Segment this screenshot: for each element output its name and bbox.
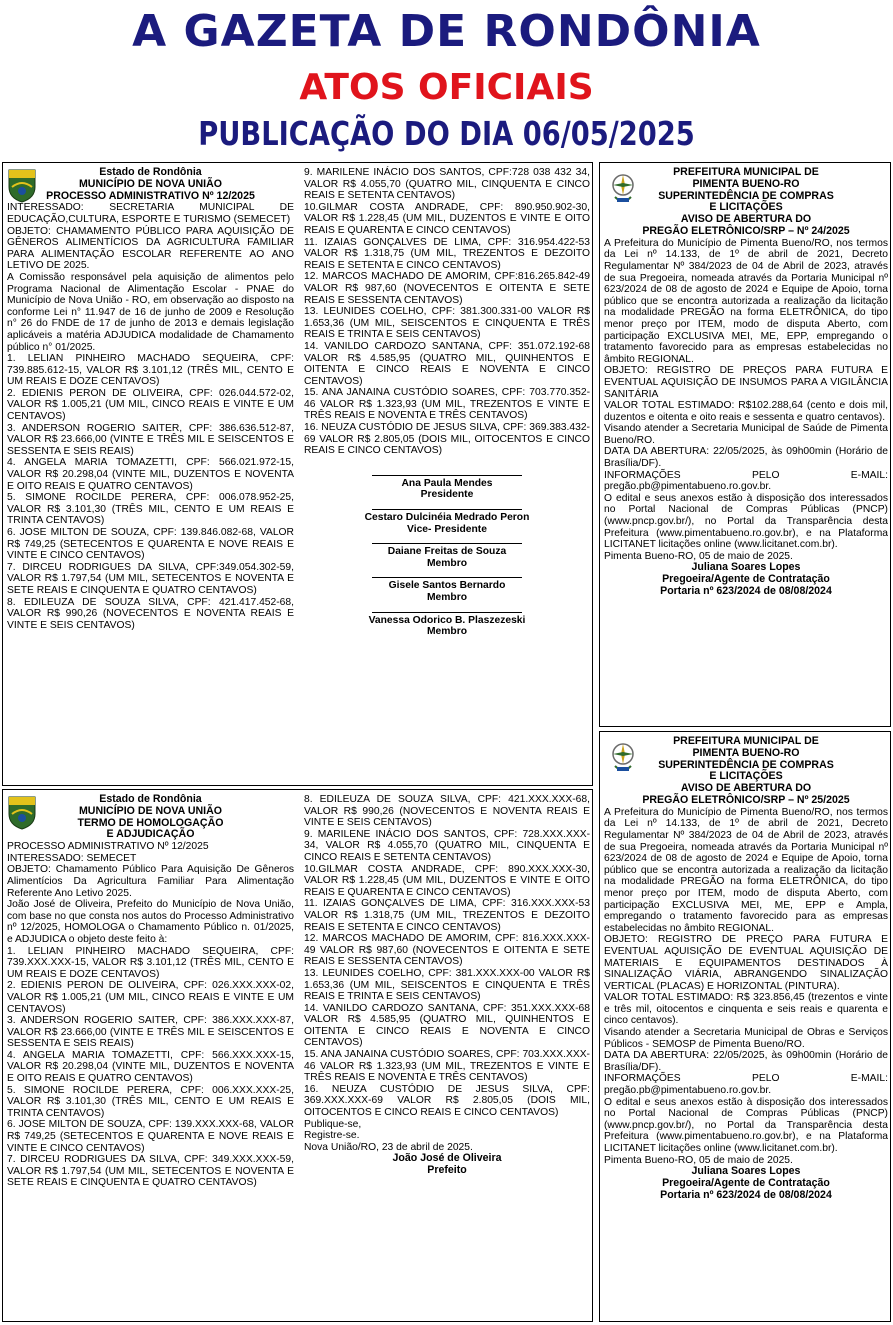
list-item: 7. DIRCEU RODRIGUES DA SILVA, CPF:349.054.302-59, VALOR R$ 1.797,54 (UM MIL, SETECENTOS E NOVENTA E SETE REAIS E CINQUENTA E QUATRO CENTAVOS) bbox=[7, 561, 294, 596]
pb25-head6: PREGÃO ELETRÔNICO/SRP – Nº 25/2025 bbox=[642, 793, 850, 806]
nu-process-head2: MUNICÍPIO DE NOVA UNIÃO bbox=[78, 177, 223, 190]
list-item: 7. DIRCEU RODRIGUES DA SILVA, CPF: 349.XXX.XXX-59, VALOR R$ 1.797,54 (UM MIL, SETECENTOS E NOVENTA E SETE REAIS E CINQUENTA E QUATRO CENTAVOS) bbox=[7, 1154, 294, 1189]
signature-block bbox=[304, 475, 590, 501]
paragraph: INTERESSADO: SEMECET bbox=[7, 852, 137, 864]
list-item: 2. EDIENIS PERON DE OLIVEIRA, CPF: 026.XXX.XXX-02, VALOR R$ 1.005,21 (UM MIL, CINCO REAIS E VINTE E UM CENTAVOS) bbox=[7, 980, 294, 1015]
paragraph: OBJETO: REGISTRO DE PREÇOS PARA FUTURA E EVENTUAL AQUISIÇÃO DE INSUMOS PARA A VIGILÂNCIA SANITÁRIA bbox=[604, 365, 888, 400]
signature-block bbox=[304, 612, 590, 638]
list-item: 1. LELIAN PINHEIRO MACHADO SEQUEIRA, CPF: 739.XXX.XXX-15, VALOR R$ 3.101,12 (TRÊS MIL, CENTO E UM REAIS E DOZE CENTAVOS) bbox=[7, 945, 294, 980]
signer-role: Prefeito bbox=[427, 1164, 467, 1177]
paragraph: INFORMAÇÕES PELO E-MAIL: pregão.pb@pimentabueno.ro.gov.br. bbox=[604, 469, 888, 493]
signer-name: João José de Oliveira bbox=[392, 1152, 502, 1165]
paragraph: OBJETO: REGISTRO DE PREÇO PARA FUTURA E EVENTUAL AQUISIÇÃO DE EVENTUAL AQUISIÇÃO DE MATERIAIS E EQUIPAMENTOS DESTINADOS À SINALIZAÇÃO VIÁRIA, ABRANGENDO SINALIZAÇÃO VERTICAL (PLACAS) E HORIZONTAL (PINTURA). bbox=[604, 934, 888, 992]
list-item: 10.GILMAR COSTA ANDRADE, CPF: 890.950.902-30, VALOR R$ 1.228,45 (UM MIL, DUZENTOS E VINTE E OITO REAIS E QUARENTA E CINCO CENTAVOS) bbox=[304, 201, 590, 236]
signer-name: Cestaro Dulcinéia Medrado Peron bbox=[364, 512, 530, 524]
list-item: 16. NEUZA CUSTÓDIO DE JESUS SILVA, CPF: 369.383.432-69 VALOR R$ 2.805,05 (DOIS MIL, OITOCENTOS E CINCO REAIS E CINCO CENTAVOS) bbox=[304, 422, 590, 457]
pb25-head1: PREFEITURA MUNICIPAL DE bbox=[673, 735, 819, 747]
list-item: 1. LELIAN PINHEIRO MACHADO SEQUEIRA, CPF: 739.885.612-15, VALOR R$ 3.101,12 (TRÊS MIL, CENTO E UM REAIS E DOZE CENTAVOS) bbox=[7, 353, 294, 388]
list-item: 11. IZAIAS GONÇALVES DE LIMA, CPF: 316.954.422-53 VALOR R$ 1.318,75 (UM MIL, TREZENTOS E DEZOITO REAIS E SETENTA E CINCO CENTAVOS) bbox=[304, 236, 590, 271]
signer-role: Membro bbox=[426, 557, 468, 569]
list-item: 9. MARILENE INÁCIO DOS SANTOS, CPF:728 038 432 34, VALOR R$ 4.055,70 (QUATRO MIL, CINQUENTA E CINCO REAIS E SETENTA CENTAVOS) bbox=[304, 167, 590, 202]
paragraph: A Prefeitura do Município de Pimenta Bueno/RO, nos termos da Lei nº 14.133, de 1º de abril de 2021, Decreto Regulamentar Nº 384/2023 de 04 de Abril de 2023, através de sua Pregoeira, nomeada através da Portaria Municipal nº 623/2024 de 08 de agosto de 2024 e Equipe de Apoio, torna público que se encontra autorizada a realização da licitação na modalidade PREGÃO na forma ELETRÔNICA, do tipo menor preço por ITEM, modo de disputa Aberto, com participação EXCLUSIVA MEI, ME, EPP, empregando o tratamento favorecido para as empresas estabelecidas no âmbito REGIONAL. bbox=[604, 237, 888, 365]
signer-role: Membro bbox=[426, 592, 468, 603]
signer-portaria: Portaria nº 623/2024 de 08/08/2024 bbox=[660, 585, 832, 597]
nu-homolog-left-column bbox=[7, 794, 294, 1189]
notice-pimenta-bueno-25 bbox=[599, 731, 891, 1322]
signer-portaria: Portaria nº 623/2024 de 08/08/2024 bbox=[660, 1188, 832, 1201]
notice-pimenta-bueno-24 bbox=[599, 162, 891, 727]
paragraph: Publique-se, bbox=[304, 1118, 362, 1130]
pb24-head2: PIMENTA BUENO-RO bbox=[692, 177, 800, 190]
list-item: 3. ANDERSON ROGERIO SAITER, CPF: 386.636.512-87, VALOR R$ 23.666,00 (VINTE E TRÊS MIL E SEISCENTOS E SESSENTA E SEIS REAIS) bbox=[7, 422, 294, 457]
nu-process-right-column bbox=[304, 167, 590, 638]
list-item: 4. ANGELA MARIA TOMAZETTI, CPF: 566.XXX.XXX-15, VALOR R$ 20.298,04 (VINTE MIL, DUZENTOS E NOVENTA E OITO REAIS E QUATRO CENTAVOS) bbox=[7, 1049, 294, 1085]
paragraph: A Prefeitura do Município de Pimenta Bueno/RO, nos termos da Lei nº 14.133, de 1º de abril de 2021, Decreto Regulamentar Nº 384/2023 de 04 de Abril de 2023, através de sua Pregoeira, nomeada através da Portaria Municipal nº 623/2024 de 08 de agosto de 2024 e Equipe de Apoio, torna público que se encontra autorizada a realização da licitação na modalidade PREGÃO na forma ELETRÔNICA, do tipo menor preço por ITEM, modo de disputa Aberto, com participação EXCLUSIVA MEI, ME, EPP e Ampla, empregando o tratamento favorecido para as empresas estabelecidas no âmbito REGIONAL. bbox=[604, 806, 888, 934]
list-item: 15. ANA JANAINA CUSTÓDIO SOARES, CPF: 703.770.352-46 VALOR R$ 1.323,93 (UM MIL, TREZENTOS E VINTE E TRÊS REAIS E NOVENTA E TRÊS CENTAVOS) bbox=[304, 387, 590, 422]
signer-name: Juliana Soares Lopes bbox=[691, 561, 801, 574]
list-item: 13. LEUNIDES COELHO, CPF: 381.XXX.XXX-00 VALOR R$ 1.653,36 (UM MIL, SEISCENTOS E CINQUENTA E TRÊS REAIS E TRINTA E SEIS CENTAVOS) bbox=[304, 967, 590, 1003]
pb25-head3: SUPERINTEDÊNCIA DE COMPRAS bbox=[658, 758, 834, 771]
signer-name: Ana Paula Mendes bbox=[401, 477, 493, 489]
signer-role: Pregoeira/Agente de Contratação bbox=[662, 573, 830, 586]
list-item: 8. EDILEUZA DE SOUZA SILVA, CPF: 421.417.452-68, VALOR R$ 990,26 (NOVECENTOS E NOVENTA REAIS E VINTE E SEIS CENTAVOS) bbox=[7, 596, 294, 631]
signature-block bbox=[304, 543, 590, 569]
masthead bbox=[0, 0, 893, 160]
pb25-head4: E LICITAÇÕES bbox=[709, 770, 783, 783]
paragraph: Visando atender a Secretaria Municipal de Obras e Serviços Públicos - SEMOSP de Pimenta Bueno/RO. bbox=[604, 1027, 888, 1050]
list-item: 15. ANA JANAINA CUSTÓDIO SOARES, CPF: 703.XXX.XXX-46 VALOR R$ 1.323,93 (UM MIL, TREZENTOS E VINTE E TRÊS REAIS E NOVENTA E TRÊS CENTAVOS) bbox=[304, 1049, 590, 1084]
nu-process-left-column bbox=[7, 167, 294, 631]
nu-homolog-head2: MUNICÍPIO DE NOVA UNIÃO bbox=[78, 804, 223, 817]
signer-name: Vanessa Odorico B. Plaszezeski bbox=[368, 614, 526, 626]
nu-homolog-head4: E ADJUDICAÇÃO bbox=[106, 828, 195, 841]
pb24-column bbox=[604, 167, 888, 598]
list-item: 2. EDIENIS PERON DE OLIVEIRA, CPF: 026.044.572-02, VALOR R$ 1.005,21 (UM MIL, CINCO REAIS E VINTE E UM CENTAVOS) bbox=[7, 387, 294, 423]
nu-process-head1: Estado de Rondônia bbox=[99, 166, 202, 178]
list-item: 14. VANILDO CARDOZO SANTANA, CPF: 351.072.192-68 VALOR R$ 4.585,95 (QUATRO MIL, QUINHENTOS E OITENTA E CINCO REAIS E NOVENTA E CINCO CENTAVOS) bbox=[304, 340, 590, 387]
list-item: 6. JOSE MILTON DE SOUZA, CPF: 139.XXX.XXX-68, VALOR R$ 749,25 (SETECENTOS E QUARENTA E NOVE REAIS E VINTE E CINCO CENTAVOS) bbox=[7, 1119, 294, 1154]
notice-nova-uniao-process bbox=[2, 162, 593, 786]
paragraph: INFORMAÇÕES PELO E-MAIL: pregão.pb@pimentabueno.ro.gov.br. bbox=[604, 1073, 888, 1097]
paragraph: Registre-se. bbox=[304, 1130, 360, 1142]
pb24-head6: PREGÃO ELETRÔNICO/SRP – Nº 24/2025 bbox=[642, 224, 850, 237]
paragraph: VALOR TOTAL ESTIMADO: R$ 323.856,45 (trezentos e vinte e três mil, oitocentos e cinquenta e seis reais e quarenta e cinco centavos). bbox=[604, 992, 888, 1027]
paragraph: Nova União/RO, 23 de abril de 2025. bbox=[304, 1141, 473, 1153]
paragraph: VALOR TOTAL ESTIMADO: R$102.288,64 (cento e dois mil, duzentos e oitenta e oito reais e sessenta e quatro centavos). bbox=[604, 400, 888, 423]
list-item: 8. EDILEUZA DE SOUZA SILVA, CPF: 421.XXX.XXX-68, VALOR R$ 990,26 (NOVECENTOS E NOVENTA REAIS E VINTE E SEIS CENTAVOS) bbox=[304, 794, 590, 829]
list-item: 10.GILMAR COSTA ANDRADE, CPF: 890.XXX.XXX-30, VALOR R$ 1.228,45 (UM MIL, DUZENTOS E VINTE E OITO REAIS E QUARENTA E CINCO CENTAVOS) bbox=[304, 863, 590, 898]
list-item: 13. LEUNIDES COELHO, CPF: 381.300.331-00 VALOR R$ 1.653,36 (UM MIL, SEISCENTOS E CINQUENTA E TRÊS REAIS E TRINTA E SEIS CENTAVOS) bbox=[304, 306, 590, 341]
list-item: 4. ANGELA MARIA TOMAZETTI, CPF: 566.021.972-15, VALOR R$ 20.298,04 (VINTE MIL, DUZENTOS E NOVENTA E OITO REAIS E QUATRO CENTAVOS) bbox=[7, 457, 294, 492]
signer-role: Presidente bbox=[420, 489, 474, 501]
nu-homolog-head3: TERMO DE HOMOLOGAÇÃO bbox=[77, 816, 224, 829]
signer-role: Pregoeira/Agente de Contratação bbox=[662, 1176, 830, 1189]
list-item: 12. MARCOS MACHADO DE AMORIM, CPF:816.265.842-49 VALOR R$ 987,60 (NOVECENTOS E OITENTA E SETE REAIS E SESSENTA CENTAVOS) bbox=[304, 271, 590, 306]
list-item: 5. SIMONE ROCILDE PERERA, CPF: 006.XXX.XXX-25, VALOR R$ 3.101,30 (TRÊS MIL, CENTO E UM REAIS E TRINTA CENTAVOS) bbox=[7, 1084, 294, 1119]
nu-homolog-head1: Estado de Rondônia bbox=[99, 793, 202, 805]
newspaper-title: A GAZETA DE RONDÔNIA bbox=[132, 6, 761, 57]
signature-block bbox=[304, 509, 590, 535]
list-item: 5. SIMONE ROCILDE PERERA, CPF: 006.078.952-25, VALOR R$ 3.101,30 (TRÊS MIL, CENTO E UM REAIS E TRINTA CENTAVOS) bbox=[7, 492, 294, 527]
paragraph: DATA DA ABERTURA: 22/05/2025, às 09h00min (Horário de Brasília/DF). bbox=[604, 446, 888, 470]
pb25-head2: PIMENTA BUENO-RO bbox=[692, 746, 800, 759]
paragraph: Pimenta Bueno-RO, 05 de maio de 2025. bbox=[604, 1154, 793, 1166]
notice-nova-uniao-homologation bbox=[2, 789, 593, 1322]
paragraph: Pimenta Bueno-RO, 05 de maio de 2025. bbox=[604, 550, 793, 562]
list-item: 14. VANILDO CARDOZO SANTANA, CPF: 351.XXX.XXX-68 VALOR R$ 4.585,95 (QUATRO MIL, QUINHENTOS E OITENTA E CINCO REAIS E NOVENTA E CINCO CENTAVOS) bbox=[304, 1002, 590, 1049]
section-title: ATOS OFICIAIS bbox=[299, 67, 594, 108]
signature-block bbox=[304, 577, 590, 603]
pb24-head1: PREFEITURA MUNICIPAL DE bbox=[673, 166, 819, 178]
nu-homolog-right-column bbox=[304, 794, 590, 1177]
paragraph: Visando atender a Secretaria Municipal de Saúde de Pimenta Bueno/RO. bbox=[604, 423, 888, 446]
paragraph: João José de Oliveira, Prefeito do Município de Nova União, com base no que consta nos autos do Processo Administrativo nº 12/2025, HOMOLOGA o Chamamento Público n. 01/2025, e ADJUDICA o objeto deste feito à: bbox=[7, 899, 294, 945]
list-item: 6. JOSE MILTON DE SOUZA, CPF: 139.846.082-68, VALOR R$ 749,25 (SETECENTOS E QUARENTA E NOVE REAIS E VINTE E CINCO CENTAVOS) bbox=[7, 527, 294, 562]
signer-name: Gisele Santos Bernardo bbox=[388, 580, 506, 592]
signer-name: Daiane Freitas de Souza bbox=[387, 546, 507, 558]
list-item: 11. IZAIAS GONÇALVES DE LIMA, CPF: 316.XXX.XXX-53 VALOR R$ 1.318,75 (UM MIL, TREZENTOS E DEZOITO REAIS E SETENTA E CINCO CENTAVOS) bbox=[304, 898, 590, 933]
paragraph: OBJETO: CHAMAMENTO PÚBLICO PARA AQUISIÇÃO DE GÊNEROS ALIMENTÍCIOS DA AGRICULTURA FAMILIAR PARA ALIMENTAÇÃO ESCOLAR REFERENTE AO ANO LETIVO DE 2025. bbox=[7, 225, 294, 272]
paragraph: A Comissão responsável pela aquisição de alimentos pelo Programa Nacional de Alimentação Escolar - PNAE do Município de Nova União - RO, em observação ao disposto na conforme Lei n° 11.947 de 16 de junho de 2009 e Resolução n° 26 do FNDE de 17 de junho de 2013 e demais legislação aplicáveis a matéria ADJUDICA modalidade de Chamamento público n° 01/2025. bbox=[7, 271, 294, 353]
publication-date: PUBLICAÇÃO DO DIA 06/05/2025 bbox=[198, 114, 695, 153]
paragraph: OBJETO: Chamamento Público Para Aquisição De Gêneros Alimentícios Da Agricultura Familiar Para Alimentação Referente Ano Letivo 2025. bbox=[7, 864, 294, 899]
paragraph: DATA DA ABERTURA: 22/05/2025, às 09h00min (Horário de Brasília/DF). bbox=[604, 1050, 888, 1073]
list-item: 12. MARCOS MACHADO DE AMORIM, CPF: 816.XXX.XXX-49 VALOR R$ 987,60 (NOVECENTOS E OITENTA E SETE REAIS E SESSENTA CENTAVOS) bbox=[304, 933, 590, 968]
signer-name: Juliana Soares Lopes bbox=[691, 1165, 801, 1178]
nu-process-head3: PROCESSO ADMINISTRATIVO Nº 12/2025 bbox=[46, 189, 255, 202]
list-item: 16. NEUZA CUSTÓDIO DE JESUS SILVA, CPF: 369.XXX.XXX-69 VALOR R$ 2.805,05 (DOIS MIL, OITOCENTOS E CINCO REAIS E CINCO CENTAVOS) bbox=[304, 1083, 590, 1119]
list-item: 3. ANDERSON ROGERIO SAITER, CPF: 386.XXX.XXX-87, VALOR R$ 23.666,00 (VINTE E TRÊS MIL E SEISCENTOS E SESSENTA E SEIS REAIS) bbox=[7, 1015, 294, 1050]
paragraph: INTERESSADO: SECRETARIA MUNICIPAL DE EDUCAÇÃO,CULTURA, ESPORTE E TURISMO (SEMECET) bbox=[7, 202, 294, 225]
pb24-head4: E LICITAÇÕES bbox=[709, 201, 783, 214]
paragraph: PROCESSO ADMINISTRATIVO Nº 12/2025 bbox=[7, 841, 209, 853]
paragraph: O edital e seus anexos estão à disposição dos interessados no Portal Nacional de Compras Públicas (PNCP) (www.pncp.gov.br/), no Portal da Transparência desta Prefeitura (www.pimentabueno.ro.gov.br), e na Plataforma LICITANET licitações online (www.licitanet.com.br). bbox=[604, 492, 888, 551]
list-item: 9. MARILENE INÁCIO DOS SANTOS, CPF: 728.XXX.XXX-34, VALOR R$ 4.055,70 (QUATRO MIL, CINQUENTA E CINCO REAIS E SETENTA CENTAVOS) bbox=[304, 828, 590, 863]
signer-role: Vice- Presidente bbox=[407, 523, 487, 535]
pb25-head5: AVISO DE ABERTURA DO bbox=[680, 782, 812, 795]
pb25-column bbox=[604, 736, 888, 1202]
signer-role: Membro bbox=[426, 626, 468, 638]
pb24-head5: AVISO DE ABERTURA DO bbox=[680, 213, 812, 226]
paragraph: O edital e seus anexos estão à disposição dos interessados no Portal Nacional de Compras Públicas (PNCP) (www.pncp.gov.br/), no Portal da Transparência desta Prefeitura (www.pimentabueno.ro.gov.br), e na Plataforma LICITANET licitações online (www.licitanet.com.br). bbox=[604, 1096, 888, 1154]
pb24-head3: SUPERINTEDÊNCIA DE COMPRAS bbox=[658, 189, 834, 202]
